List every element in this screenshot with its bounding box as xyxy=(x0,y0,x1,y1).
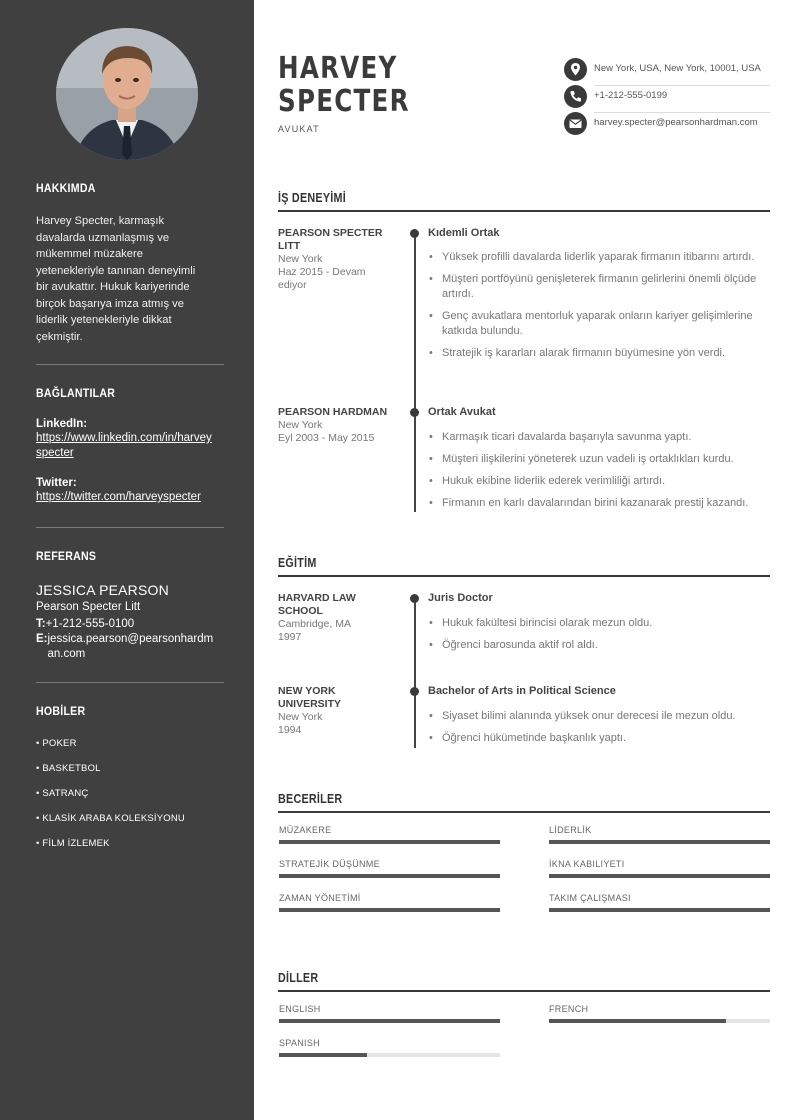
sidebar xyxy=(0,0,254,1120)
reference-company: Pearson Specter Litt xyxy=(36,601,141,613)
languages-heading: DİLLER xyxy=(278,971,319,985)
avatar xyxy=(56,28,198,160)
last-name: SPECTER xyxy=(278,84,410,119)
language-bar-fill xyxy=(279,1019,500,1023)
section-rule xyxy=(278,210,770,212)
skill-bar-fill xyxy=(279,874,500,878)
language-name: SPANISH xyxy=(279,1038,320,1048)
skill-name: MÜZAKERE xyxy=(279,825,332,835)
skill-bar-fill xyxy=(279,908,500,912)
skills-heading: BECERİLER xyxy=(278,792,343,806)
language-item xyxy=(549,1004,770,1014)
education-location: New York xyxy=(278,711,323,723)
education-bullets xyxy=(428,616,770,660)
education-entry-meta xyxy=(278,592,393,644)
skill-bar-fill xyxy=(279,840,500,844)
list-item: • Yüksek profilli davalarda liderlik yaparak firmanın itibarını artırdı. xyxy=(428,250,770,265)
timeline-dot xyxy=(410,594,419,603)
skill-name: STRATEJİK DÜŞÜNME xyxy=(279,859,380,869)
skill-item xyxy=(549,893,770,903)
education-entry-meta xyxy=(278,685,393,737)
profile-photo xyxy=(56,28,198,160)
contact-email xyxy=(564,111,770,138)
reference-email-row xyxy=(36,632,224,662)
education-bullets xyxy=(428,709,770,753)
experience-role: Ortak Avukat xyxy=(428,406,496,418)
list-item: • Hukuk ekibine liderlik ederek verimliliği artırdı. xyxy=(428,474,770,489)
skill-bar xyxy=(279,908,500,912)
education-dates: 1997 xyxy=(278,631,302,643)
experience-role: Kıdemli Ortak xyxy=(428,227,500,239)
links-heading: BAĞLANTILAR xyxy=(36,386,116,400)
education-degree: Juris Doctor xyxy=(428,592,493,604)
list-item: • Müşteri ilişkilerini yöneterek uzun vadeli iş ortaklıkları kurdu. xyxy=(428,452,770,467)
twitter-link[interactable]: https://twitter.com/harveyspecter xyxy=(36,491,201,503)
skill-bar-fill xyxy=(549,874,770,878)
contact-phone xyxy=(564,84,770,111)
education-heading: EĞİTİM xyxy=(278,556,317,570)
experience-entry-meta xyxy=(278,227,393,292)
timeline-dot xyxy=(410,687,419,696)
skill-bar xyxy=(549,874,770,878)
envelope-icon xyxy=(564,112,587,135)
education-location: Cambridge, MA xyxy=(278,618,351,630)
contact-location xyxy=(564,57,770,84)
skill-item xyxy=(279,893,500,903)
skill-name: ZAMAN YÖNETİMİ xyxy=(279,893,361,903)
experience-location: New York xyxy=(278,419,323,431)
education-timeline xyxy=(414,597,416,748)
reference-name: JESSICA PEARSON xyxy=(36,582,169,598)
reference-section xyxy=(36,549,224,563)
hobbies-heading: HOBİLER xyxy=(36,704,86,718)
skill-bar xyxy=(549,840,770,844)
list-item: • Öğrenci hükümetinde başkanlık yaptı. xyxy=(428,731,770,746)
list-item: • Öğrenci barosunda aktif rol aldı. xyxy=(428,638,770,653)
list-item: • Hukuk fakültesi birincisi olarak mezun oldu. xyxy=(428,616,770,631)
skill-item xyxy=(549,859,770,869)
about-section xyxy=(36,181,224,195)
hobby-item: • BASKETBOL xyxy=(36,763,101,774)
about-text: Harvey Specter, karmaşık davalarda uzmanlaşmış ve mükemmel müzakere yetenekleriyle tanınan deneyimli bir avukattır. Hukuk kariyerinde birçok başarıya imza atmış ve liderlik yetenekleriyle dikkat çekmiştir. xyxy=(36,215,196,343)
skill-item xyxy=(279,825,500,835)
experience-heading: İŞ DENEYİMİ xyxy=(278,191,346,205)
contact-email-text: harvey.specter@pearsonhardman.com xyxy=(594,117,758,128)
language-item xyxy=(279,1038,500,1048)
skill-name: TAKIM ÇALIŞMASI xyxy=(549,893,631,903)
reference-email: jessica.pearson@pearsonhardman.com xyxy=(47,633,214,660)
phone-label: T: xyxy=(36,618,46,630)
reference-block xyxy=(36,582,224,662)
email-label: E: xyxy=(36,633,48,645)
timeline-dot xyxy=(410,408,419,417)
first-name: HARVEY xyxy=(278,51,398,86)
reference-phone-row xyxy=(36,617,224,632)
education-degree: Bachelor of Arts in Political Science xyxy=(428,685,616,697)
language-bar-fill xyxy=(549,1019,726,1023)
reference-phone: +1-212-555-0100 xyxy=(45,618,135,630)
hobbies-section xyxy=(36,704,224,718)
education-dates: 1994 xyxy=(278,724,302,736)
twitter-label: Twitter: xyxy=(36,477,77,489)
language-bar-fill xyxy=(279,1053,367,1057)
list-item: • Stratejik iş kararları alarak firmanın büyümesine yön verdi. xyxy=(428,346,770,361)
location-pin-icon xyxy=(564,58,587,81)
education-org: HARVARD LAW SCHOOL xyxy=(278,592,356,617)
language-name: FRENCH xyxy=(549,1004,589,1014)
about-heading: HAKKIMDA xyxy=(36,181,96,195)
contact-location-text: New York, USA, New York, 10001, USA xyxy=(594,63,761,74)
reference-heading: REFERANS xyxy=(36,549,97,563)
hobby-item: • KLASİK ARABA KOLEKSİYONU xyxy=(36,813,185,824)
list-item: • Karmaşık ticari davalarda başarıyla savunma yaptı. xyxy=(428,430,770,445)
twitter-block xyxy=(36,477,224,505)
experience-org: PEARSON HARDMAN xyxy=(278,406,388,418)
contact-phone-text: +1-212-555-0199 xyxy=(594,90,668,101)
skill-bar-fill xyxy=(549,840,770,844)
person-name xyxy=(278,52,410,118)
timeline-dot xyxy=(410,229,419,238)
list-item: • Genç avukatlara mentorluk yaparak onların kariyer gelişimlerine katkıda bulundu. xyxy=(428,309,770,339)
experience-dates: Eyl 2003 - May 2015 xyxy=(278,432,375,444)
phone-icon xyxy=(564,85,587,108)
skill-bar-fill xyxy=(549,908,770,912)
hobby-item: • FİLM İZLEMEK xyxy=(36,838,110,849)
divider xyxy=(36,682,224,683)
language-name: ENGLISH xyxy=(279,1004,321,1014)
hobby-item: • SATRANÇ xyxy=(36,788,89,799)
skill-name: İKNA KABILIYETI xyxy=(549,859,625,869)
skill-bar xyxy=(549,908,770,912)
skill-item xyxy=(549,825,770,835)
experience-bullets xyxy=(428,430,770,518)
experience-timeline xyxy=(414,232,416,512)
language-bar xyxy=(279,1053,500,1057)
section-rule xyxy=(278,575,770,577)
links-section xyxy=(36,386,224,400)
experience-location: New York xyxy=(278,253,323,265)
experience-entry-meta xyxy=(278,406,393,445)
section-rule xyxy=(278,811,770,813)
hobbies-list xyxy=(36,731,224,856)
skill-item xyxy=(279,859,500,869)
language-bar xyxy=(279,1019,500,1023)
language-bar xyxy=(549,1019,770,1023)
linkedin-link[interactable]: https://www.linkedin.com/in/harveyspecter xyxy=(36,432,212,459)
job-title: AVUKAT xyxy=(278,124,320,134)
divider xyxy=(36,527,224,528)
experience-org: PEARSON SPECTER LITT xyxy=(278,227,383,252)
education-org: NEW YORK UNIVERSITY xyxy=(278,685,342,710)
skill-name: LİDERLİK xyxy=(549,825,592,835)
hobby-item: • POKER xyxy=(36,738,77,749)
experience-dates: Haz 2015 - Devam ediyor xyxy=(278,266,366,291)
list-item: • Müşteri portföyünü genişleterek firmanın gelirlerini önemli ölçüde artırdı. xyxy=(428,272,770,302)
list-item: • Firmanın en karlı davalarından birini kazanarak prestij kazandı. xyxy=(428,496,770,511)
language-item xyxy=(279,1004,500,1014)
experience-bullets xyxy=(428,250,770,368)
linkedin-block xyxy=(36,418,224,461)
about-text-block xyxy=(36,213,224,345)
list-item: • Siyaset bilimi alanında yüksek onur derecesi ile mezun oldu. xyxy=(428,709,770,724)
skill-bar xyxy=(279,874,500,878)
divider xyxy=(36,364,224,365)
section-rule xyxy=(278,990,770,992)
linkedin-label: LinkedIn: xyxy=(36,418,88,430)
skill-bar xyxy=(279,840,500,844)
